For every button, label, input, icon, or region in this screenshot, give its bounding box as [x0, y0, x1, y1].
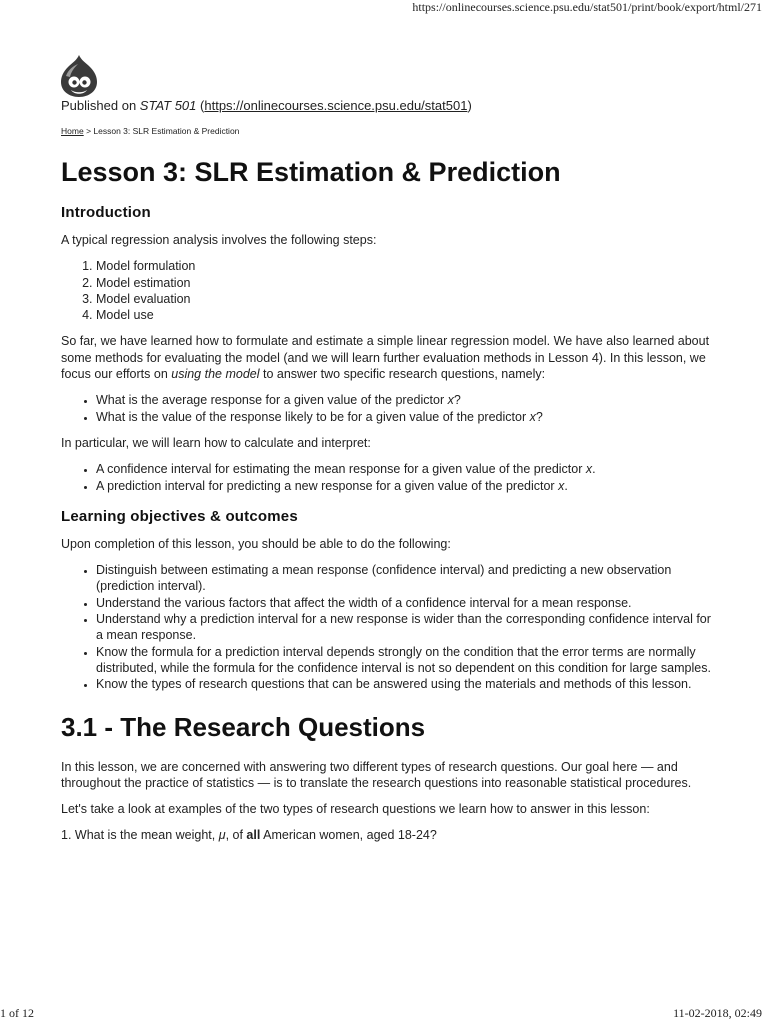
- list-item: • Distinguish between estimating a mean response (confidence interval) and predicting a new observation (prediction interval).: [96, 562, 711, 595]
- intro-paragraph: [61, 333, 711, 382]
- page-title: Lesson 3: SLR Estimation & Prediction: [61, 157, 561, 187]
- list-item: [96, 461, 711, 477]
- punct: .: [592, 462, 596, 477]
- question-1: [61, 827, 711, 843]
- q1-text-end: American women, aged 18-24?: [260, 828, 437, 843]
- research-questions-list: [61, 392, 711, 425]
- intro-text-end: to answer two specific research questions, namely:: [259, 367, 546, 382]
- published-on-line: [61, 98, 711, 114]
- q1-bold: all: [246, 828, 261, 843]
- site-link[interactable]: https://onlinecourses.science.psu.edu/stat501: [204, 98, 468, 113]
- list-item: 2. Model estimation: [96, 275, 711, 291]
- q1-text: 1. What is the mean weight,: [61, 828, 219, 843]
- intro-lead: A typical regression analysis involves the following steps:: [61, 233, 377, 247]
- print-timestamp: 11-02-2018, 02:49: [673, 1006, 762, 1020]
- introduction-heading: Introduction: [61, 204, 151, 221]
- breadcrumb: [61, 126, 711, 137]
- section-title: 3.1 - The Research Questions: [61, 711, 426, 742]
- variable: x: [447, 393, 454, 408]
- objectives-lead: Upon completion of this lesson, you should be able to do the following:: [61, 536, 451, 551]
- interval-text: A prediction interval for predicting a new response for a given value of the predictor: [96, 478, 559, 493]
- list-item: [96, 409, 711, 425]
- variable: x: [529, 409, 536, 424]
- list-item: 3. Model evaluation: [96, 291, 711, 307]
- intro-text: So far, we have learned how to formulate and estimate a simple linear regression model. We have also learned about some methods for evaluating the model (and we will learn further evaluation methods in Lesson 4). In this lesson, we focus our efforts on: [61, 334, 710, 382]
- regression-steps-list: [61, 258, 711, 323]
- list-item: 4. Model use: [96, 307, 711, 323]
- page-content: [61, 54, 711, 844]
- intro-paragraph-2: In particular, we will learn how to calculate and interpret:: [61, 435, 371, 450]
- mu-symbol: μ: [218, 828, 226, 843]
- list-item: [96, 392, 711, 408]
- list-item: • Understand the various factors that affect the width of a confidence interval for a mean response.: [96, 595, 711, 611]
- interval-text: A confidence interval for estimating the mean response for a given value of the predictor: [96, 462, 586, 477]
- punct: .: [564, 478, 568, 493]
- list-item: • Know the formula for a prediction interval depends strongly on the condition that the error terms are normally distributed, while the formula for the confidence interval is not so dependent on this condition for large samples.: [96, 644, 711, 677]
- breadcrumb-separator: >: [86, 126, 92, 136]
- breadcrumb-current: Lesson 3: SLR Estimation & Prediction: [93, 126, 240, 136]
- punct: ?: [535, 409, 543, 424]
- section-paragraph-2: Let's take a look at examples of the two types of research questions we learn how to answer in this lesson:: [61, 802, 650, 817]
- intervals-list: [61, 461, 711, 494]
- site-name: STAT 501: [139, 98, 197, 113]
- list-item: [96, 478, 711, 494]
- published-prefix: Published on: [61, 98, 137, 113]
- objectives-heading: Learning objectives & outcomes: [61, 507, 298, 525]
- breadcrumb-home-link[interactable]: Home: [61, 126, 84, 136]
- question-text: What is the value of the response likely to be for a given value of the predictor: [96, 409, 530, 424]
- variable: x: [585, 462, 593, 477]
- page-count: 1 of 12: [0, 1006, 34, 1020]
- variable: x: [558, 478, 565, 493]
- punct: ?: [453, 393, 461, 408]
- list-item: 1. Model formulation: [96, 258, 711, 274]
- print-header-url: https://onlinecourses.science.psu.edu/stat501/print/book/export/html/271: [412, 0, 762, 14]
- list-item: • Understand why a prediction interval for a new response is wider than the corresponding confidence interval for a mean response.: [96, 611, 711, 644]
- paren-open: (: [200, 98, 205, 113]
- objectives-list: [61, 562, 711, 692]
- intro-emphasis: using the model: [171, 367, 260, 382]
- paren-close: ): [467, 98, 472, 113]
- list-item: • Know the types of research questions that can be answered using the materials and methods of this lesson.: [96, 676, 711, 692]
- section-paragraph-1: In this lesson, we are concerned with answering two different types of research questions. Our goal here — and throughout the practice of statistics — is to translate the research questions into reasonable statistical procedures.: [61, 759, 692, 790]
- drupal-drop-icon: [60, 54, 98, 98]
- q1-text-mid: , of: [225, 828, 247, 843]
- question-text: What is the average response for a given value of the predictor: [96, 393, 448, 408]
